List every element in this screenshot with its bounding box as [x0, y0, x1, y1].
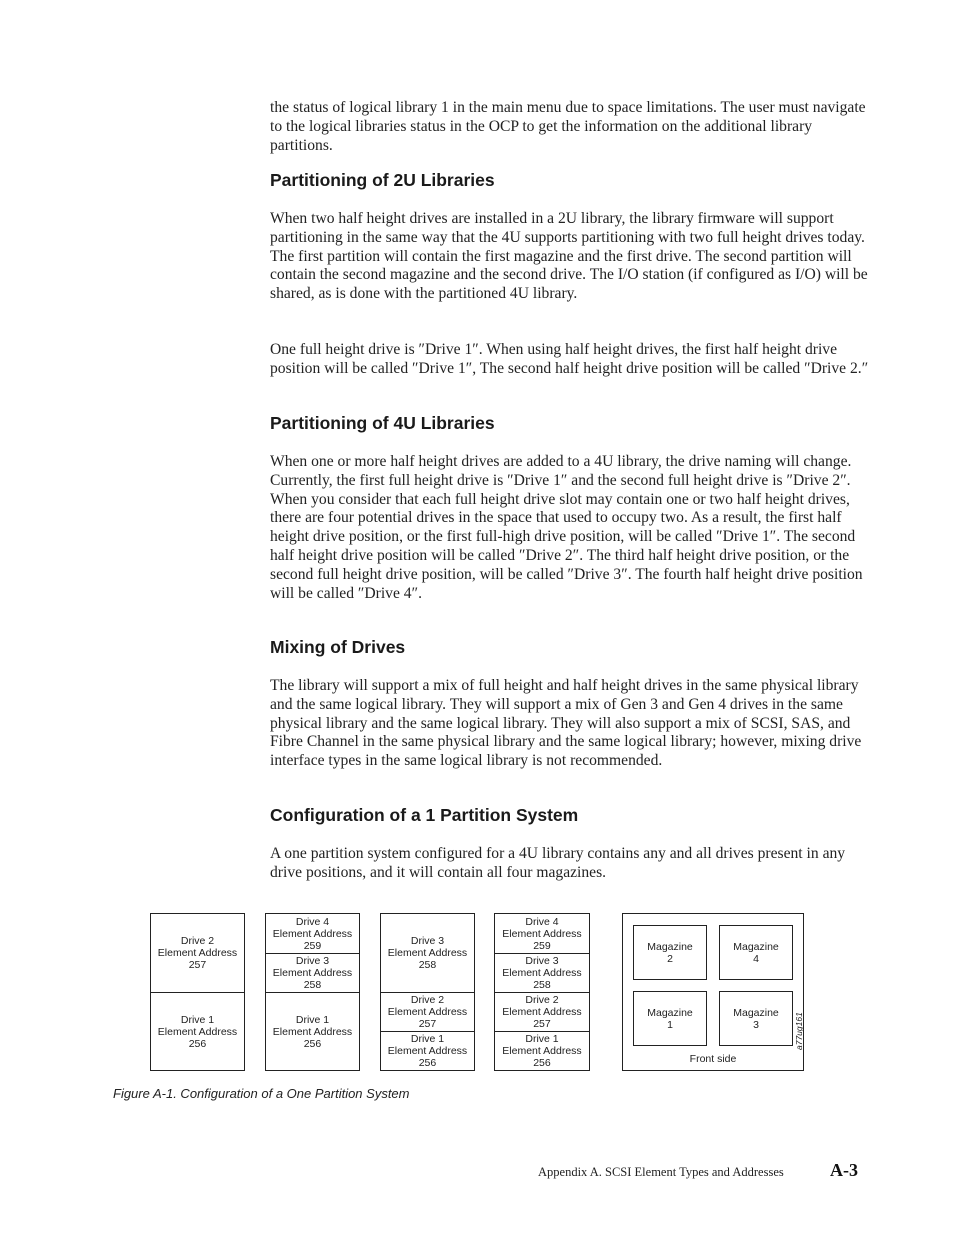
figure-id: a77ug161 [794, 1012, 804, 1050]
magazine-2: Magazine 2 [633, 925, 707, 980]
magazine-front-view [622, 913, 804, 1071]
paragraph-mixing: The library will support a mix of full height and half height drives in the same physical library and the same logical library. They will support a mix of Gen 3 and Gen 4 drives in the same physical library and the same logical library. They will also support a mix of SCSI, SAS, and Fibre Channel in the same physical library and the same logical library; however, mixing drive interface types in the same logical library is not recommended. [270, 677, 862, 770]
drive-slot: Drive 1 Element Address 256 [495, 1031, 589, 1070]
magazine-1: Magazine 1 [633, 991, 707, 1046]
drive-column-3 [380, 913, 475, 1071]
page-number: A-3 [830, 1160, 858, 1180]
drive-slot: Drive 1 Element Address 256 [266, 992, 359, 1070]
paragraph-configuration: A one partition system configured for a 4U library contains any and all drives present in any drive positions, and it will contain all four magazines. [270, 845, 846, 881]
heading-mixing-drives: Mixing of Drives [270, 637, 406, 657]
paragraph-4u: When one or more half height drives are added to a 4U library, the drive naming will change. Currently, the first full height drive is ″Drive 1″ and the second full height drive is ″Drive 2″. When you consider that each full height drive slot may contain one or two half height drives, there are four potential drives in the space that used to occupy two. As a result, the first half height drive position, or the first full-high drive position, will be called ″Drive 1″. The second half height drive position will be called ″Drive 2″. The third half height drive position, or the second full height drive position, will be called ″Drive 3″. The fourth half height drive position will be called ″Drive 4″. [270, 453, 863, 602]
drive-slot: Drive 2 Element Address 257 [381, 992, 474, 1031]
drive-column-4 [494, 913, 590, 1071]
figure-caption: Figure A-1. Configuration of a One Partition System [113, 1086, 410, 1101]
front-side-label: Front side [689, 1053, 737, 1065]
paragraph-2u-1: When two half height drives are installed in a 2U library, the library firmware will support partitioning in the same way that the 4U supports partitioning with two full height drives today. The first partition will contain the first magazine and the first drive. The second partition will contain the second magazine and the second drive. The I/O station (if configured as I/O) will be shared, as is done with the partitioned 4U library. [270, 210, 868, 303]
intro-paragraph: the status of logical library 1 in the main menu due to space limitations. The user must navigate to the logical libraries status in the OCP to get the information on the additional library partitions. [270, 99, 866, 154]
heading-partitioning-2u: Partitioning of 2U Libraries [270, 170, 495, 190]
paragraph-2u-2: One full height drive is ″Drive 1″. When using half height drives, the first half height drive position will be called ″Drive 1″, The second half height drive position will be called ″Drive 2.″ [270, 341, 869, 377]
heading-configuration: Configuration of a 1 Partition System [270, 805, 579, 825]
drive-slot: Drive 2 Element Address 257 [495, 992, 589, 1031]
drive-slot: Drive 4 Element Address 259 [502, 915, 582, 952]
drive-slot: Drive 3 Element Address 258 [266, 953, 359, 992]
drive-slot: Drive 4 Element Address 259 [272, 915, 353, 952]
drive-slot: Drive 3 Element Address 258 [495, 953, 589, 992]
drive-column-1 [150, 913, 245, 1071]
drive-column-2 [265, 913, 360, 1071]
heading-partitioning-4u: Partitioning of 4U Libraries [270, 413, 495, 433]
drive-slot: Drive 3 Element Address 258 [387, 935, 468, 971]
drive-slot: Drive 2 Element Address 257 [157, 935, 238, 971]
magazine-3: Magazine 3 [719, 991, 793, 1046]
drive-slot: Drive 1 Element Address 256 [151, 992, 244, 1070]
drive-slot: Drive 1 Element Address 256 [381, 1031, 474, 1070]
magazine-4: Magazine 4 [719, 925, 793, 980]
footer-section-title: Appendix A. SCSI Element Types and Addresses [538, 1165, 784, 1179]
